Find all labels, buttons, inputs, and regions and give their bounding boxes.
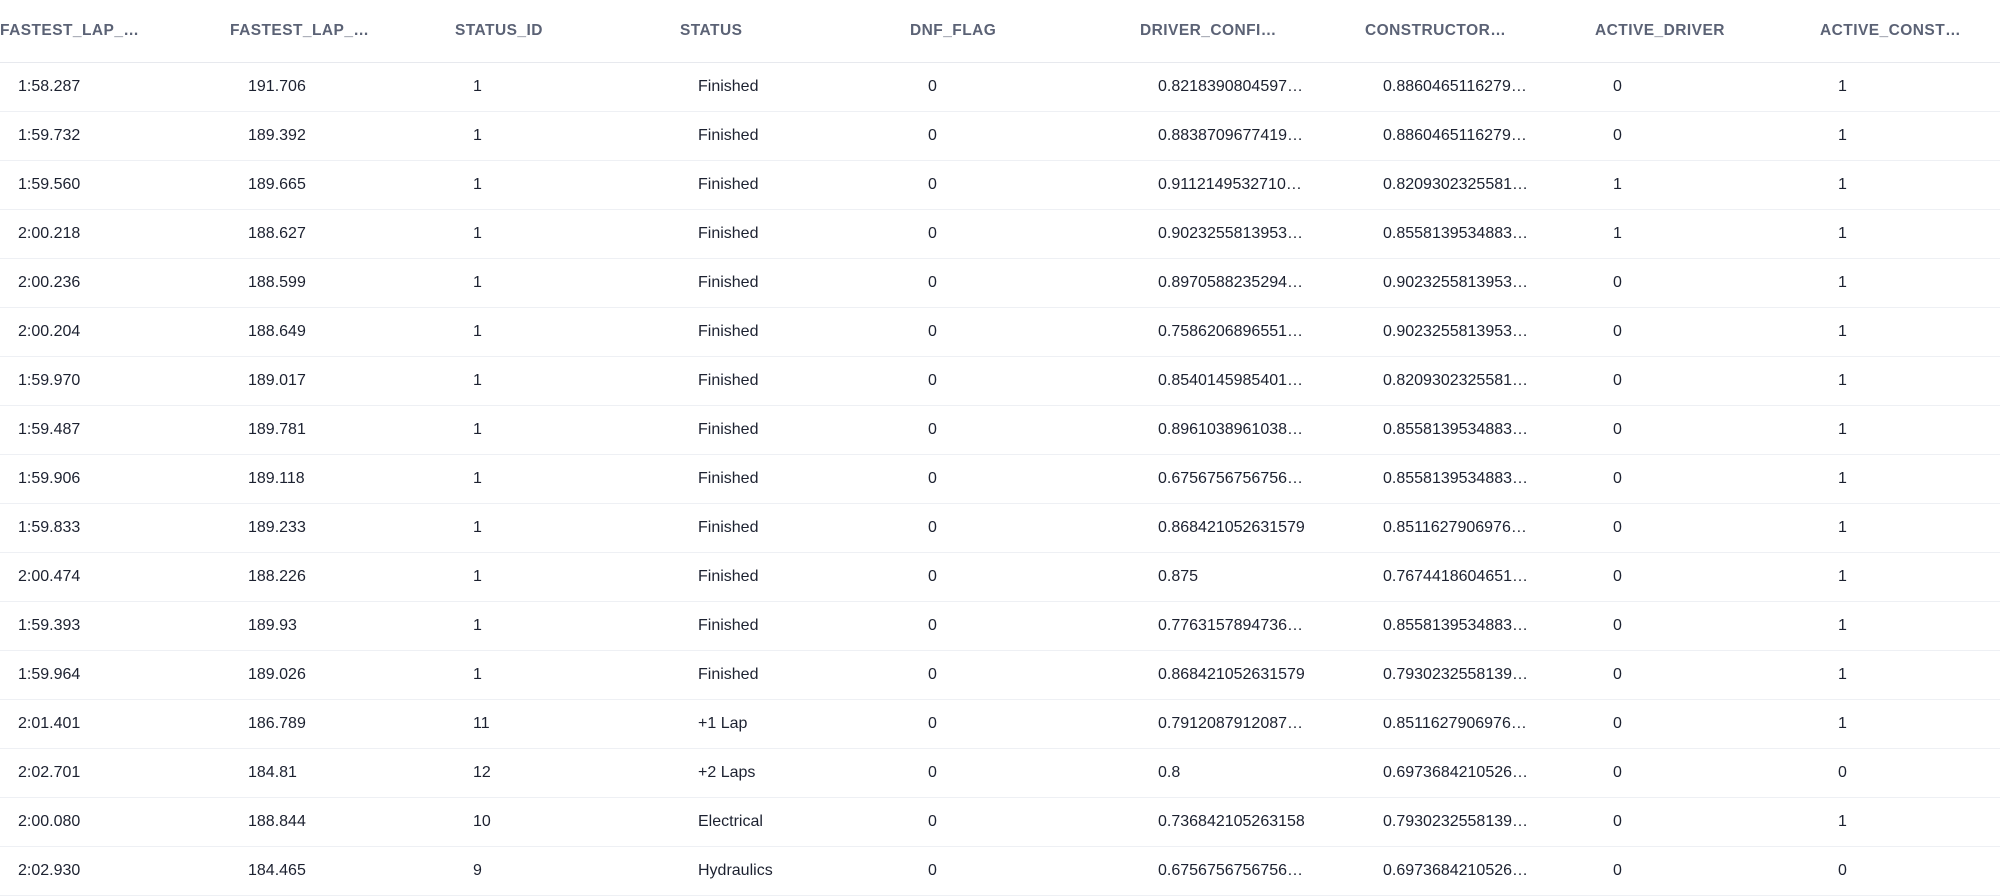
cell-status-id: 1	[455, 602, 680, 651]
cell-active-driver: 0	[1595, 749, 1820, 798]
cell-status: Finished	[680, 161, 910, 210]
table-row[interactable]	[0, 504, 2000, 553]
cell-active-driver: 0	[1595, 847, 1820, 896]
cell-active-driver: 0	[1595, 700, 1820, 749]
cell-status-id: 11	[455, 700, 680, 749]
cell-status: Finished	[680, 63, 910, 112]
cell-active-constructor: 1	[1820, 161, 2000, 210]
cell-active-driver: 1	[1595, 161, 1820, 210]
cell-driver-confidence: 0.868421052631579	[1140, 504, 1365, 553]
cell-status: Electrical	[680, 798, 910, 847]
cell-fastest-lap-time: 1:59.906	[0, 455, 230, 504]
table-row[interactable]	[0, 161, 2000, 210]
cell-driver-confidence: 0.9112149532710…	[1140, 161, 1365, 210]
cell-active-constructor: 1	[1820, 553, 2000, 602]
cell-fastest-lap-speed: 188.226	[230, 553, 455, 602]
cell-status-id: 12	[455, 749, 680, 798]
cell-active-driver: 0	[1595, 308, 1820, 357]
cell-driver-confidence: 0.8540145985401…	[1140, 357, 1365, 406]
cell-driver-confidence: 0.8838709677419…	[1140, 112, 1365, 161]
cell-constructor-reliability: 0.6973684210526…	[1365, 749, 1595, 798]
cell-fastest-lap-speed: 189.392	[230, 112, 455, 161]
cell-dnf-flag: 0	[910, 455, 1140, 504]
column-header-fastest-lap-speed[interactable]: FASTEST_LAP_…	[230, 0, 455, 63]
cell-status-id: 1	[455, 161, 680, 210]
cell-fastest-lap-time: 2:00.080	[0, 798, 230, 847]
cell-status: Hydraulics	[680, 847, 910, 896]
cell-fastest-lap-speed: 188.599	[230, 259, 455, 308]
cell-active-constructor: 1	[1820, 455, 2000, 504]
cell-fastest-lap-time: 2:02.930	[0, 847, 230, 896]
table-row[interactable]	[0, 357, 2000, 406]
table-row[interactable]	[0, 651, 2000, 700]
cell-driver-confidence: 0.8970588235294…	[1140, 259, 1365, 308]
cell-active-constructor: 1	[1820, 112, 2000, 161]
table-row[interactable]	[0, 210, 2000, 259]
cell-dnf-flag: 0	[910, 210, 1140, 259]
cell-constructor-reliability: 0.6973684210526…	[1365, 847, 1595, 896]
cell-fastest-lap-speed: 188.649	[230, 308, 455, 357]
cell-active-driver: 0	[1595, 602, 1820, 651]
cell-fastest-lap-speed: 189.93	[230, 602, 455, 651]
cell-constructor-reliability: 0.8860465116279…	[1365, 112, 1595, 161]
cell-constructor-reliability: 0.8860465116279…	[1365, 63, 1595, 112]
cell-dnf-flag: 0	[910, 63, 1140, 112]
cell-fastest-lap-speed: 191.706	[230, 63, 455, 112]
cell-dnf-flag: 0	[910, 553, 1140, 602]
cell-status: Finished	[680, 455, 910, 504]
cell-status-id: 9	[455, 847, 680, 896]
cell-constructor-reliability: 0.8558139534883…	[1365, 455, 1595, 504]
cell-status: Finished	[680, 651, 910, 700]
table-row[interactable]	[0, 259, 2000, 308]
cell-fastest-lap-time: 2:00.474	[0, 553, 230, 602]
table-row[interactable]	[0, 112, 2000, 161]
cell-status-id: 1	[455, 63, 680, 112]
table-row[interactable]	[0, 798, 2000, 847]
cell-status: Finished	[680, 259, 910, 308]
cell-status-id: 1	[455, 406, 680, 455]
cell-dnf-flag: 0	[910, 700, 1140, 749]
cell-fastest-lap-time: 1:59.964	[0, 651, 230, 700]
cell-fastest-lap-time: 1:59.560	[0, 161, 230, 210]
column-header-active-driver[interactable]: ACTIVE_DRIVER	[1595, 0, 1820, 63]
cell-active-constructor: 1	[1820, 651, 2000, 700]
cell-dnf-flag: 0	[910, 504, 1140, 553]
cell-dnf-flag: 0	[910, 798, 1140, 847]
table-body	[0, 63, 2000, 896]
cell-status-id: 1	[455, 210, 680, 259]
table-header	[0, 0, 2000, 63]
cell-fastest-lap-speed: 184.465	[230, 847, 455, 896]
cell-constructor-reliability: 0.8511627906976…	[1365, 504, 1595, 553]
table-row[interactable]	[0, 406, 2000, 455]
cell-active-driver: 0	[1595, 357, 1820, 406]
cell-constructor-reliability: 0.8558139534883…	[1365, 406, 1595, 455]
cell-driver-confidence: 0.8218390804597…	[1140, 63, 1365, 112]
column-header-constructor-reliability[interactable]: CONSTRUCTOR…	[1365, 0, 1595, 63]
cell-fastest-lap-speed: 188.844	[230, 798, 455, 847]
cell-dnf-flag: 0	[910, 602, 1140, 651]
cell-active-driver: 0	[1595, 63, 1820, 112]
cell-active-constructor: 1	[1820, 308, 2000, 357]
cell-active-driver: 0	[1595, 553, 1820, 602]
cell-fastest-lap-time: 2:01.401	[0, 700, 230, 749]
cell-driver-confidence: 0.7912087912087…	[1140, 700, 1365, 749]
cell-active-constructor: 1	[1820, 259, 2000, 308]
cell-constructor-reliability: 0.8558139534883…	[1365, 210, 1595, 259]
column-header-dnf-flag[interactable]: DNF_FLAG	[910, 0, 1140, 63]
column-header-status[interactable]: STATUS	[680, 0, 910, 63]
cell-fastest-lap-time: 1:59.487	[0, 406, 230, 455]
cell-fastest-lap-time: 2:02.701	[0, 749, 230, 798]
cell-active-constructor: 1	[1820, 406, 2000, 455]
column-header-fastest-lap-time[interactable]: FASTEST_LAP_…	[0, 0, 230, 63]
cell-status: Finished	[680, 602, 910, 651]
cell-fastest-lap-time: 1:59.833	[0, 504, 230, 553]
cell-fastest-lap-time: 2:00.204	[0, 308, 230, 357]
cell-status-id: 1	[455, 651, 680, 700]
cell-dnf-flag: 0	[910, 308, 1140, 357]
cell-active-driver: 0	[1595, 112, 1820, 161]
cell-constructor-reliability: 0.9023255813953…	[1365, 259, 1595, 308]
cell-status-id: 1	[455, 504, 680, 553]
cell-dnf-flag: 0	[910, 406, 1140, 455]
cell-fastest-lap-time: 1:59.393	[0, 602, 230, 651]
cell-status: Finished	[680, 210, 910, 259]
table-header-row	[0, 0, 2000, 63]
cell-fastest-lap-speed: 189.017	[230, 357, 455, 406]
cell-active-driver: 0	[1595, 259, 1820, 308]
cell-status-id: 10	[455, 798, 680, 847]
cell-driver-confidence: 0.875	[1140, 553, 1365, 602]
cell-dnf-flag: 0	[910, 749, 1140, 798]
cell-status-id: 1	[455, 112, 680, 161]
cell-active-driver: 0	[1595, 798, 1820, 847]
cell-constructor-reliability: 0.8558139534883…	[1365, 602, 1595, 651]
cell-dnf-flag: 0	[910, 161, 1140, 210]
cell-dnf-flag: 0	[910, 259, 1140, 308]
table-row[interactable]	[0, 602, 2000, 651]
column-header-status-id[interactable]: STATUS_ID	[455, 0, 680, 63]
cell-constructor-reliability: 0.8209302325581…	[1365, 161, 1595, 210]
cell-active-constructor: 1	[1820, 357, 2000, 406]
cell-fastest-lap-time: 1:59.732	[0, 112, 230, 161]
cell-status: Finished	[680, 308, 910, 357]
cell-fastest-lap-speed: 189.665	[230, 161, 455, 210]
cell-driver-confidence: 0.7763157894736…	[1140, 602, 1365, 651]
cell-active-driver: 0	[1595, 406, 1820, 455]
cell-status: Finished	[680, 112, 910, 161]
cell-driver-confidence: 0.9023255813953…	[1140, 210, 1365, 259]
cell-dnf-flag: 0	[910, 847, 1140, 896]
cell-fastest-lap-time: 2:00.236	[0, 259, 230, 308]
cell-status: Finished	[680, 406, 910, 455]
cell-status-id: 1	[455, 455, 680, 504]
cell-active-driver: 0	[1595, 455, 1820, 504]
cell-active-constructor: 1	[1820, 602, 2000, 651]
table-row[interactable]	[0, 63, 2000, 112]
cell-fastest-lap-speed: 188.627	[230, 210, 455, 259]
cell-active-constructor: 1	[1820, 210, 2000, 259]
table-row[interactable]	[0, 455, 2000, 504]
cell-active-driver: 1	[1595, 210, 1820, 259]
cell-active-driver: 0	[1595, 504, 1820, 553]
cell-fastest-lap-time: 2:00.218	[0, 210, 230, 259]
cell-status: Finished	[680, 553, 910, 602]
table-row[interactable]	[0, 553, 2000, 602]
cell-fastest-lap-speed: 189.781	[230, 406, 455, 455]
cell-driver-confidence: 0.868421052631579	[1140, 651, 1365, 700]
cell-active-constructor: 1	[1820, 700, 2000, 749]
cell-status-id: 1	[455, 308, 680, 357]
cell-driver-confidence: 0.6756756756756…	[1140, 455, 1365, 504]
table-row[interactable]	[0, 749, 2000, 798]
cell-status: Finished	[680, 504, 910, 553]
cell-constructor-reliability: 0.8511627906976…	[1365, 700, 1595, 749]
cell-active-constructor: 0	[1820, 749, 2000, 798]
cell-fastest-lap-time: 1:58.287	[0, 63, 230, 112]
table-row[interactable]	[0, 700, 2000, 749]
cell-active-constructor: 1	[1820, 798, 2000, 847]
cell-constructor-reliability: 0.7930232558139…	[1365, 798, 1595, 847]
cell-constructor-reliability: 0.9023255813953…	[1365, 308, 1595, 357]
cell-active-constructor: 1	[1820, 63, 2000, 112]
cell-status-id: 1	[455, 553, 680, 602]
cell-fastest-lap-speed: 189.233	[230, 504, 455, 553]
column-header-active-constructor[interactable]: ACTIVE_CONST…	[1820, 0, 2000, 63]
cell-fastest-lap-speed: 186.789	[230, 700, 455, 749]
cell-status-id: 1	[455, 259, 680, 308]
cell-dnf-flag: 0	[910, 112, 1140, 161]
cell-active-constructor: 1	[1820, 504, 2000, 553]
cell-dnf-flag: 0	[910, 651, 1140, 700]
cell-active-constructor: 0	[1820, 847, 2000, 896]
cell-constructor-reliability: 0.7674418604651…	[1365, 553, 1595, 602]
cell-fastest-lap-speed: 189.118	[230, 455, 455, 504]
cell-driver-confidence: 0.8	[1140, 749, 1365, 798]
cell-driver-confidence: 0.8961038961038…	[1140, 406, 1365, 455]
cell-status: +1 Lap	[680, 700, 910, 749]
cell-driver-confidence: 0.6756756756756…	[1140, 847, 1365, 896]
cell-active-driver: 0	[1595, 651, 1820, 700]
cell-fastest-lap-time: 1:59.970	[0, 357, 230, 406]
cell-constructor-reliability: 0.7930232558139…	[1365, 651, 1595, 700]
table-row[interactable]	[0, 308, 2000, 357]
cell-status: +2 Laps	[680, 749, 910, 798]
cell-status: Finished	[680, 357, 910, 406]
column-header-driver-confidence[interactable]: DRIVER_CONFI…	[1140, 0, 1365, 63]
cell-fastest-lap-speed: 184.81	[230, 749, 455, 798]
cell-fastest-lap-speed: 189.026	[230, 651, 455, 700]
table-row[interactable]	[0, 847, 2000, 896]
cell-driver-confidence: 0.7586206896551…	[1140, 308, 1365, 357]
cell-status-id: 1	[455, 357, 680, 406]
cell-dnf-flag: 0	[910, 357, 1140, 406]
cell-driver-confidence: 0.736842105263158	[1140, 798, 1365, 847]
cell-constructor-reliability: 0.8209302325581…	[1365, 357, 1595, 406]
